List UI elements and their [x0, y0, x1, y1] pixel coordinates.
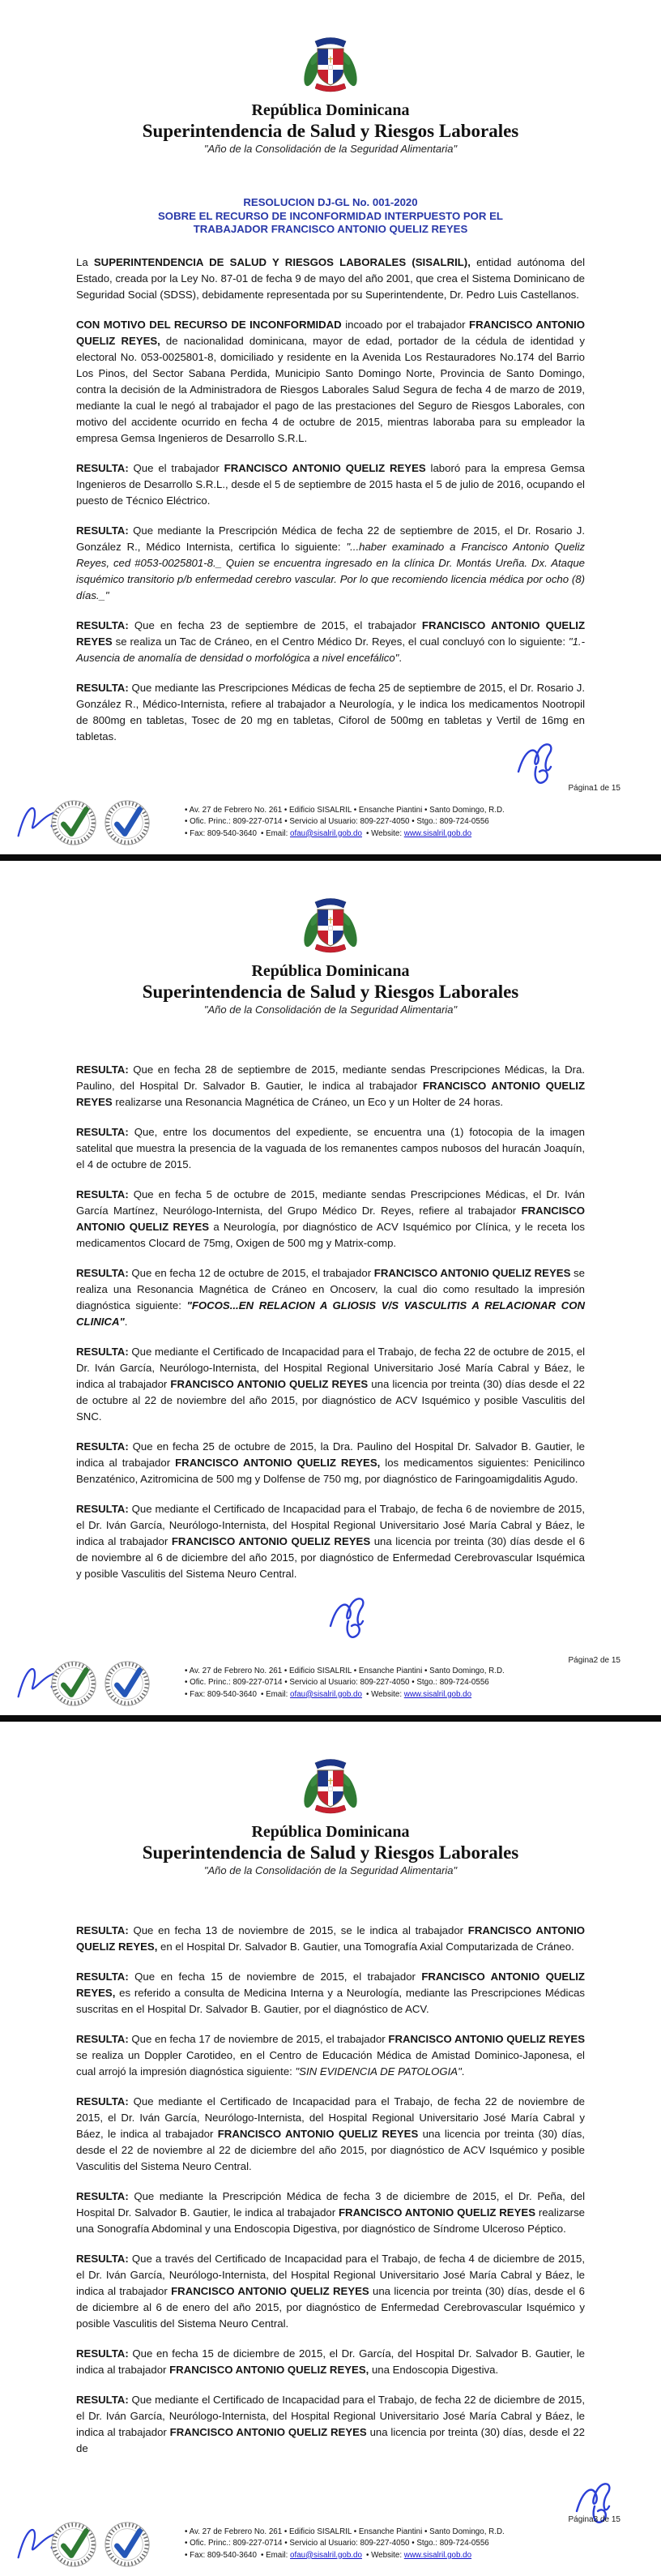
text-run: una licencia por treinta (30) días desde el 22 de octubre al 22 de noviembre del año 2015, por diagnóstico de ACV Isquémico y posible Vasculitis del SNC.	[76, 1378, 585, 1423]
paragraph	[76, 2189, 585, 2237]
text-run: RESULTA:	[76, 1267, 129, 1279]
footer-address-line: • Av. 27 de Febrero No. 261 • Edificio SISALRIL • Ensanche Piantini • Santo Domingo, R.D.	[185, 1666, 505, 1675]
motto-line: "Año de la Consolidación de la Seguridad Alimentaria"	[203, 1864, 458, 1876]
text-run: CON MOTIVO DEL RECURSO DE INCONFORMIDAD	[76, 318, 342, 331]
text-run: laboró para la empresa Gemsa Ingenieros de Desarrollo S.R.L., desde el 5 de septiembre de 2015 hasta el 5 de julio de 2016, ocupando el puesto de Técnico Eléctrico.	[76, 461, 585, 507]
text-run: Que en fecha 17 de noviembre de 2015, el trabajador	[128, 2033, 389, 2045]
text-run: FRANCISCO ANTONIO QUELIZ REYES	[170, 1378, 369, 1390]
document-page	[0, 854, 661, 1715]
dominican-coat-of-arms-icon	[296, 1754, 365, 1819]
footer-contact-item: • Website: www.sisalril.gob.do	[365, 1689, 472, 1699]
footer-link[interactable]: www.sisalril.gob.do	[403, 1689, 472, 1699]
text-run: RESULTA:	[76, 1063, 129, 1076]
text-run: SUPERINTENDENCIA DE SALUD Y RIESGOS LABORALES (SISALRIL),	[93, 255, 471, 268]
footer-contact-line	[185, 1689, 565, 1701]
text-run: FRANCISCO ANTONIO QUELIZ REYES	[76, 618, 586, 648]
text-run: "SIN EVIDENCIA DE PATOLOGIA"	[295, 2065, 462, 2077]
page-header	[0, 0, 661, 156]
text-run: Que mediante el Certificado de Incapacidad para el Trabajo, de fecha 22 de noviembre de 2015, el Dr. Iván García, Neurólogo-Internista, del Hospital Regional Universitario José María Cabral y Báez, le indica al trabajador	[76, 2095, 585, 2140]
country-title: República Dominicana	[251, 1823, 410, 1841]
footer-phone-line: • Ofic. Princ.: 809-227-0714 • Servicio al Usuario: 809-227-4050 • Stgo.: 809-724-0556	[185, 1678, 489, 1687]
page-number: Página3 de 15	[568, 2515, 620, 2524]
text-run: RESULTA:	[76, 1971, 129, 1983]
page-header	[0, 861, 661, 1016]
footer-phone-line: • Ofic. Princ.: 809-227-0714 • Servicio al Usuario: 809-227-4050 • Stgo.: 809-724-0556	[185, 817, 489, 826]
paragraph	[76, 2031, 585, 2080]
text-run: FRANCISCO ANTONIO QUELIZ REYES,	[169, 2364, 369, 2376]
text-run: Que en fecha 13 de noviembre de 2015, se le indica al trabajador	[128, 1924, 468, 1936]
text-run: Que en fecha 12 de octubre de 2015, el trabajador	[128, 1267, 374, 1279]
text-run: RESULTA:	[76, 1503, 129, 1515]
text-run: a Neurología, por diagnóstico de ACV Isquémico por Clínica, y le receta los medicamentos Clocard de 75mg, Oxigen de 500 mg y Matrix-comp.	[76, 1221, 585, 1249]
paragraph	[76, 1439, 585, 1487]
page-footer	[0, 2498, 661, 2576]
text-run: FRANCISCO ANTONIO QUELIZ REYES	[76, 1205, 585, 1233]
text-run: FRANCISCO ANTONIO QUELIZ REYES	[169, 2426, 367, 2438]
text-run: RESULTA:	[76, 2253, 129, 2265]
paragraph	[76, 1923, 585, 1955]
footer-link[interactable]: www.sisalril.gob.do	[403, 828, 472, 838]
paragraph	[76, 1344, 585, 1425]
text-run: en el Hospital Dr. Salvador B. Gautier, una Tomografía Axial Computarizada de Cráneo.	[157, 1941, 574, 1953]
text-run: RESULTA:	[76, 1126, 129, 1138]
text-run: FRANCISCO ANTONIO QUELIZ REYES	[171, 2285, 369, 2297]
certification-badges	[50, 2521, 151, 2568]
text-run: RESULTA:	[76, 681, 129, 694]
text-run: FRANCISCO ANTONIO QUELIZ REYES	[338, 2206, 535, 2219]
paragraph	[76, 317, 585, 447]
paragraph	[76, 1187, 585, 1252]
paragraph	[76, 1501, 585, 1582]
certification-badge-blue-check-icon	[104, 1660, 151, 1707]
text-run: RESULTA:	[76, 1924, 129, 1936]
document-page	[0, 0, 661, 854]
text-run: los medicamentos siguientes: Penicilinco Benzaténico, Azitromicina de 500 mg y Dolfense de 750 mg, por diagnóstico de Faringoamigdalitis Agudo.	[76, 1457, 585, 1485]
text-run: RESULTA:	[76, 618, 129, 631]
text-run: "FOCOS...EN RELACION A GLIOSIS V/S VASCULITIS A RELACIONAR CON CLINICA"	[76, 1299, 585, 1328]
footer-contact-block	[185, 1666, 565, 1701]
text-run: FRANCISCO ANTONIO QUELIZ REYES	[224, 461, 426, 474]
resolution-subject-line2: TRABAJADOR FRANCISCO ANTONIO QUELIZ REYES	[193, 223, 468, 235]
text-run: RESULTA:	[76, 2347, 129, 2360]
certification-badge-blue-check-icon	[104, 2521, 151, 2568]
resolution-subject-line1: SOBRE EL RECURSO DE INCONFORMIDAD INTERPUESTO POR EL	[158, 209, 503, 222]
footer-link[interactable]: ofau@sisalril.gob.do	[290, 828, 362, 838]
paragraph	[76, 2346, 585, 2378]
text-run: una licencia por treinta (30) días desde el 6 de noviembre al 6 de diciembre del año 2015, por diagnóstico de Enfermedad Cerebrovascular Isquémica y posible Vasculitis del Sistema Neuro Central.	[76, 1535, 585, 1580]
text-run: .	[461, 2065, 465, 2077]
country-title: República Dominicana	[251, 962, 410, 980]
certification-badges	[50, 1660, 151, 1707]
text-run: FRANCISCO ANTONIO QUELIZ REYES	[171, 1535, 371, 1547]
paragraph	[76, 2392, 585, 2457]
text-run: FRANCISCO ANTONIO QUELIZ REYES	[76, 1080, 585, 1108]
paragraph	[76, 1265, 585, 1330]
text-run: FRANCISCO ANTONIO QUELIZ REYES,	[175, 1457, 381, 1469]
page-number: Página2 de 15	[568, 1656, 620, 1665]
text-run: FRANCISCO ANTONIO QUELIZ REYES	[388, 2033, 585, 2045]
text-run: FRANCISCO ANTONIO QUELIZ REYES,	[76, 318, 585, 347]
page-footer	[0, 1637, 661, 1715]
footer-contact-block	[185, 805, 565, 841]
text-run: entidad autónoma del Estado, creada por la Ley No. 87-01 de fecha 9 de mayo del año 2001, que crea el Sistema Dominicano de Seguridad Social (SDSS), debidamente representada por su Superintendente, Dr. Pedro Luis Castellanos.	[76, 255, 585, 301]
text-run: una licencia por treinta (30) días, desde el 22 de noviembre al 22 de diciembre del año 2015, por diagnóstico de ACV Isquémico y posible Vasculitis del Sistema Neuro Central.	[76, 2128, 585, 2172]
certification-badge-blue-check-icon	[104, 799, 151, 846]
text-run: Que en fecha 15 de noviembre de 2015, el trabajador	[128, 1971, 422, 1983]
text-run: se realiza una Resonancia Magnética de Cráneo en Oncoserv, la cual dio como resultado la impresión diagnóstica siguiente:	[76, 1267, 585, 1312]
institution-title: Superintendencia de Salud y Riesgos Laborales	[142, 982, 519, 1002]
paragraph	[76, 255, 585, 303]
text-run: Que mediante la Prescripción Médica de fecha 22 de septiembre de 2015, el Dr. Rosario J. González R., Médico Internista, certifica lo siguiente:	[76, 524, 585, 553]
footer-contact-item: • Email: ofau@sisalril.gob.do	[260, 828, 362, 838]
text-run: Que, entre los documentos del expediente, se encuentra una (1) fotocopia de la imagen satelital que muestra la presencia de la vaguada de los remanentes campos nubosos del huracán Joaquín, el 4 de octubre de 2015.	[76, 1126, 585, 1170]
text-run: Que en fecha 5 de octubre de 2015, mediante sendas Prescripciones Médicas, el Dr. Iván García Martínez, Neurólogo-Internista, del Grupo Médico Dr. Reyes, refiere al trabajador	[76, 1188, 585, 1217]
footer-link[interactable]: ofau@sisalril.gob.do	[290, 1689, 362, 1699]
paragraph	[76, 2094, 585, 2175]
certification-badge-green-check-icon	[50, 799, 97, 846]
footer-contact-block	[185, 2527, 565, 2562]
text-run: Que en fecha 25 de octubre de 2015, la Dra. Paulino del Hospital Dr. Salvador B. Gautier, le indica al trabajador	[76, 1440, 585, 1469]
text-run: La	[76, 255, 94, 268]
text-run: .	[399, 651, 403, 664]
paragraphs	[76, 255, 585, 745]
text-run: una licencia por treinta (30) días, desde el 6 de diciembre al 6 de enero del año 2015, por diagnóstico de Enfermedad Cerebrovascular Isquémico y posible Vasculitis del Sistema Neuro Central.	[76, 2285, 585, 2330]
dominican-coat-of-arms-icon	[296, 32, 365, 97]
paragraph	[76, 1969, 585, 2018]
institution-title: Superintendencia de Salud y Riesgos Laborales	[142, 121, 519, 141]
text-run: RESULTA:	[76, 524, 129, 537]
text-run: RESULTA:	[76, 1188, 129, 1200]
text-run: "...haber examinado a Francisco Antonio Queliz Reyes, ced #053-0025801-8._ Quien se encuentra ingresado en la clínica Dr. Montás Ureña. Dx. Ataque isquémico transitorio p/b enfermedad cerebro vascular. Por lo que recomiendo licencia médica por ocho (8) días._"	[76, 540, 585, 601]
text-run: de nacionalidad dominicana, mayor de edad, portador de la cédula de identidad y electoral No. 053-0025801-8, domiciliado y residente en la Avenida Los Restauradores No.174 del Barrio Los Pinos, del Sector Sabana Perdida, Municipio Santo Domingo Norte, Provincia de Santo Domingo, contra la decisión de la Administradora de Riesgos Laborales Salud Segura de fecha 4 de marzo de 2019, mediante la cual le negó al trabajador el pago de las prestaciones del Seguro de Riesgos Laborales, con motivo del accidente ocurrido en fecha 4 de octubre de 2015, mientras laboraba para su empleador la empresa Gemsa Ingenieros de Desarrollo S.R.L.	[76, 334, 585, 444]
text-run: se realiza un Doppler Carotideo, en el Centro de Educación Médica de Amistad Dominico-Japonesa, el cual arrojó la impresión diagnóstica siguiente:	[76, 2049, 585, 2077]
certification-badges	[50, 799, 151, 846]
resolution-number: RESOLUCION DJ-GL No. 001-2020	[243, 196, 418, 208]
footer-contact-item: • Email: ofau@sisalril.gob.do	[260, 2550, 362, 2560]
footer-contact-item: • Fax: 809-540-3640	[185, 1689, 257, 1699]
text-run: RESULTA:	[76, 2190, 129, 2202]
paragraph	[76, 2251, 585, 2332]
footer-contact-item: • Website: www.sisalril.gob.do	[365, 828, 472, 838]
paragraph	[76, 460, 585, 509]
text-run: Que mediante el Certificado de Incapacidad para el Trabajo, de fecha 6 de noviembre de 2015, el Dr. Iván García, Neurólogo-Internista, del Hospital Regional Universitario José María Cabral y Báez, le indica al trabajador	[76, 1503, 585, 1547]
motto-line: "Año de la Consolidación de la Seguridad Alimentaria"	[203, 1003, 458, 1016]
footer-link[interactable]: www.sisalril.gob.do	[403, 2550, 472, 2560]
text-run: RESULTA:	[76, 2033, 129, 2045]
footer-contact-item: • Email: ofau@sisalril.gob.do	[260, 1689, 362, 1699]
paragraphs	[76, 1062, 585, 1582]
paragraph	[76, 680, 585, 745]
text-run: Que mediante la Prescripción Médica de fecha 3 de diciembre de 2015, el Dr. Peña, del Hospital Dr. Salvador B. Gautier, le indica al trabajador	[76, 2190, 585, 2219]
footer-contact-item: • Website: www.sisalril.gob.do	[365, 2550, 472, 2560]
certification-badge-green-check-icon	[50, 1660, 97, 1707]
text-run: RESULTA:	[76, 2394, 129, 2406]
resolution-title	[71, 196, 590, 237]
footer-contact-line	[185, 2550, 565, 2562]
footer-address-line: • Av. 27 de Febrero No. 261 • Edificio SISALRIL • Ensanche Piantini • Santo Domingo, R.D.	[185, 805, 505, 815]
institution-title: Superintendencia de Salud y Riesgos Laborales	[142, 1842, 519, 1863]
text-run: FRANCISCO ANTONIO QUELIZ REYES	[373, 1267, 571, 1279]
text-run: realizarse una Resonancia Magnética de Cráneo, un Eco y un Holter de 24 horas.	[112, 1096, 504, 1108]
text-run: una Endoscopia Digestiva.	[369, 2364, 499, 2376]
text-run: Que a través del Certificado de Incapacidad para el Trabajo, de fecha 4 de diciembre de 2015, el Dr. Iván García, Neurólogo-Internista, del Hospital Regional Universitario José María Cabral y Báez, le indica al trabajador	[76, 2253, 585, 2297]
text-run: Que mediante el Certificado de Incapacidad para el Trabajo, de fecha 22 de octubre de 2015, el Dr. Iván García, Neurólogo-Internista, del Hospital Regional Universitario José María Cabral y Báez, le indica al trabajador	[76, 1346, 585, 1390]
text-run: es referido a consulta de Medicina Interna y a Neurología, mediante las Prescripciones Médicas suscritas en el Hospital Dr. Salvador B. Gautier, por el diagnóstico de ACV.	[76, 1987, 585, 2015]
paragraph	[76, 1124, 585, 1173]
text-run: incoado por el trabajador	[341, 318, 470, 331]
text-run: realizarse una Sonografía Abdominal y una Endoscopia Digestiva, por diagnóstico de Síndrome Ulceroso Péptico.	[76, 2206, 585, 2235]
text-run: RESULTA:	[76, 2095, 129, 2107]
text-run: RESULTA:	[76, 461, 129, 474]
certification-badge-green-check-icon	[50, 2521, 97, 2568]
paragraph	[76, 1062, 585, 1110]
text-run: FRANCISCO ANTONIO QUELIZ REYES,	[76, 1971, 585, 1999]
page-number: Página1 de 15	[568, 784, 620, 793]
country-title: República Dominicana	[251, 101, 410, 119]
page-footer	[0, 777, 661, 854]
footer-address-line: • Av. 27 de Febrero No. 261 • Edificio SISALRIL • Ensanche Piantini • Santo Domingo, R.D.	[185, 2527, 505, 2536]
text-run: FRANCISCO ANTONIO QUELIZ REYES	[217, 2128, 419, 2140]
text-run: Que en fecha 23 de septiembre de 2015, el trabajador	[128, 618, 422, 631]
footer-link[interactable]: ofau@sisalril.gob.do	[290, 2550, 362, 2560]
signature-ink	[326, 1594, 377, 1644]
text-run: Que mediante el Certificado de Incapacidad para el Trabajo, de fecha 22 de diciembre de 2015, el Dr. Iván García, Neurólogo-Internista, del Hospital Regional Universitario José María Cabral y Báez, le indica al trabajador	[76, 2394, 585, 2438]
text-run: "1.- Ausencia de anomalía de densidad o morfológica a nivel encefálico"	[76, 635, 585, 664]
text-run: Que en fecha 28 de septiembre de 2015, mediante sendas Prescripciones Médicas, la Dra. Paulino, del Hospital Dr. Salvador B. Gautier, le indica al trabajador	[76, 1063, 585, 1092]
paragraph	[76, 618, 585, 666]
text-run: RESULTA:	[76, 1346, 129, 1358]
paragraphs	[76, 1923, 585, 2457]
text-run: Que en fecha 15 de diciembre de 2015, el Dr. García, del Hospital Dr. Salvador B. Gautier, le indica al trabajador	[76, 2347, 585, 2376]
footer-contact-item: • Fax: 809-540-3640	[185, 2550, 257, 2560]
footer-contact-line	[185, 828, 565, 841]
text-run: .	[124, 1316, 128, 1328]
document-page	[0, 1715, 661, 2576]
dominican-coat-of-arms-icon	[296, 893, 365, 958]
motto-line: "Año de la Consolidación de la Seguridad Alimentaria"	[203, 143, 458, 155]
text-run: RESULTA:	[76, 1440, 129, 1453]
footer-phone-line: • Ofic. Princ.: 809-227-0714 • Servicio al Usuario: 809-227-4050 • Stgo.: 809-724-0556	[185, 2539, 489, 2548]
paragraph	[76, 523, 585, 604]
footer-contact-item: • Fax: 809-540-3640	[185, 828, 257, 838]
text-run: Que mediante las Prescripciones Médicas de fecha 25 de septiembre de 2015, el Dr. Rosario J. González R., Médico-Internista, refiere al trabajador a Neurología, y le indica los medicamentos Nootropil de 800mg en tabletas, Tosec de 20 mg en tabletas, Ciforol de 500mg en tabletas y Vertil de 16mg en tabletas.	[76, 681, 585, 742]
text-run: FRANCISCO ANTONIO QUELIZ REYES,	[76, 1924, 585, 1953]
text-run: Que el trabajador	[128, 461, 224, 474]
text-run: se realiza un Tac de Cráneo, en el Centro Médico Dr. Reyes, el cual concluyó con lo siguiente:	[112, 635, 569, 648]
text-run: una licencia por treinta (30) días, desde el 22 de	[76, 2426, 585, 2454]
page-header	[0, 1722, 661, 1877]
